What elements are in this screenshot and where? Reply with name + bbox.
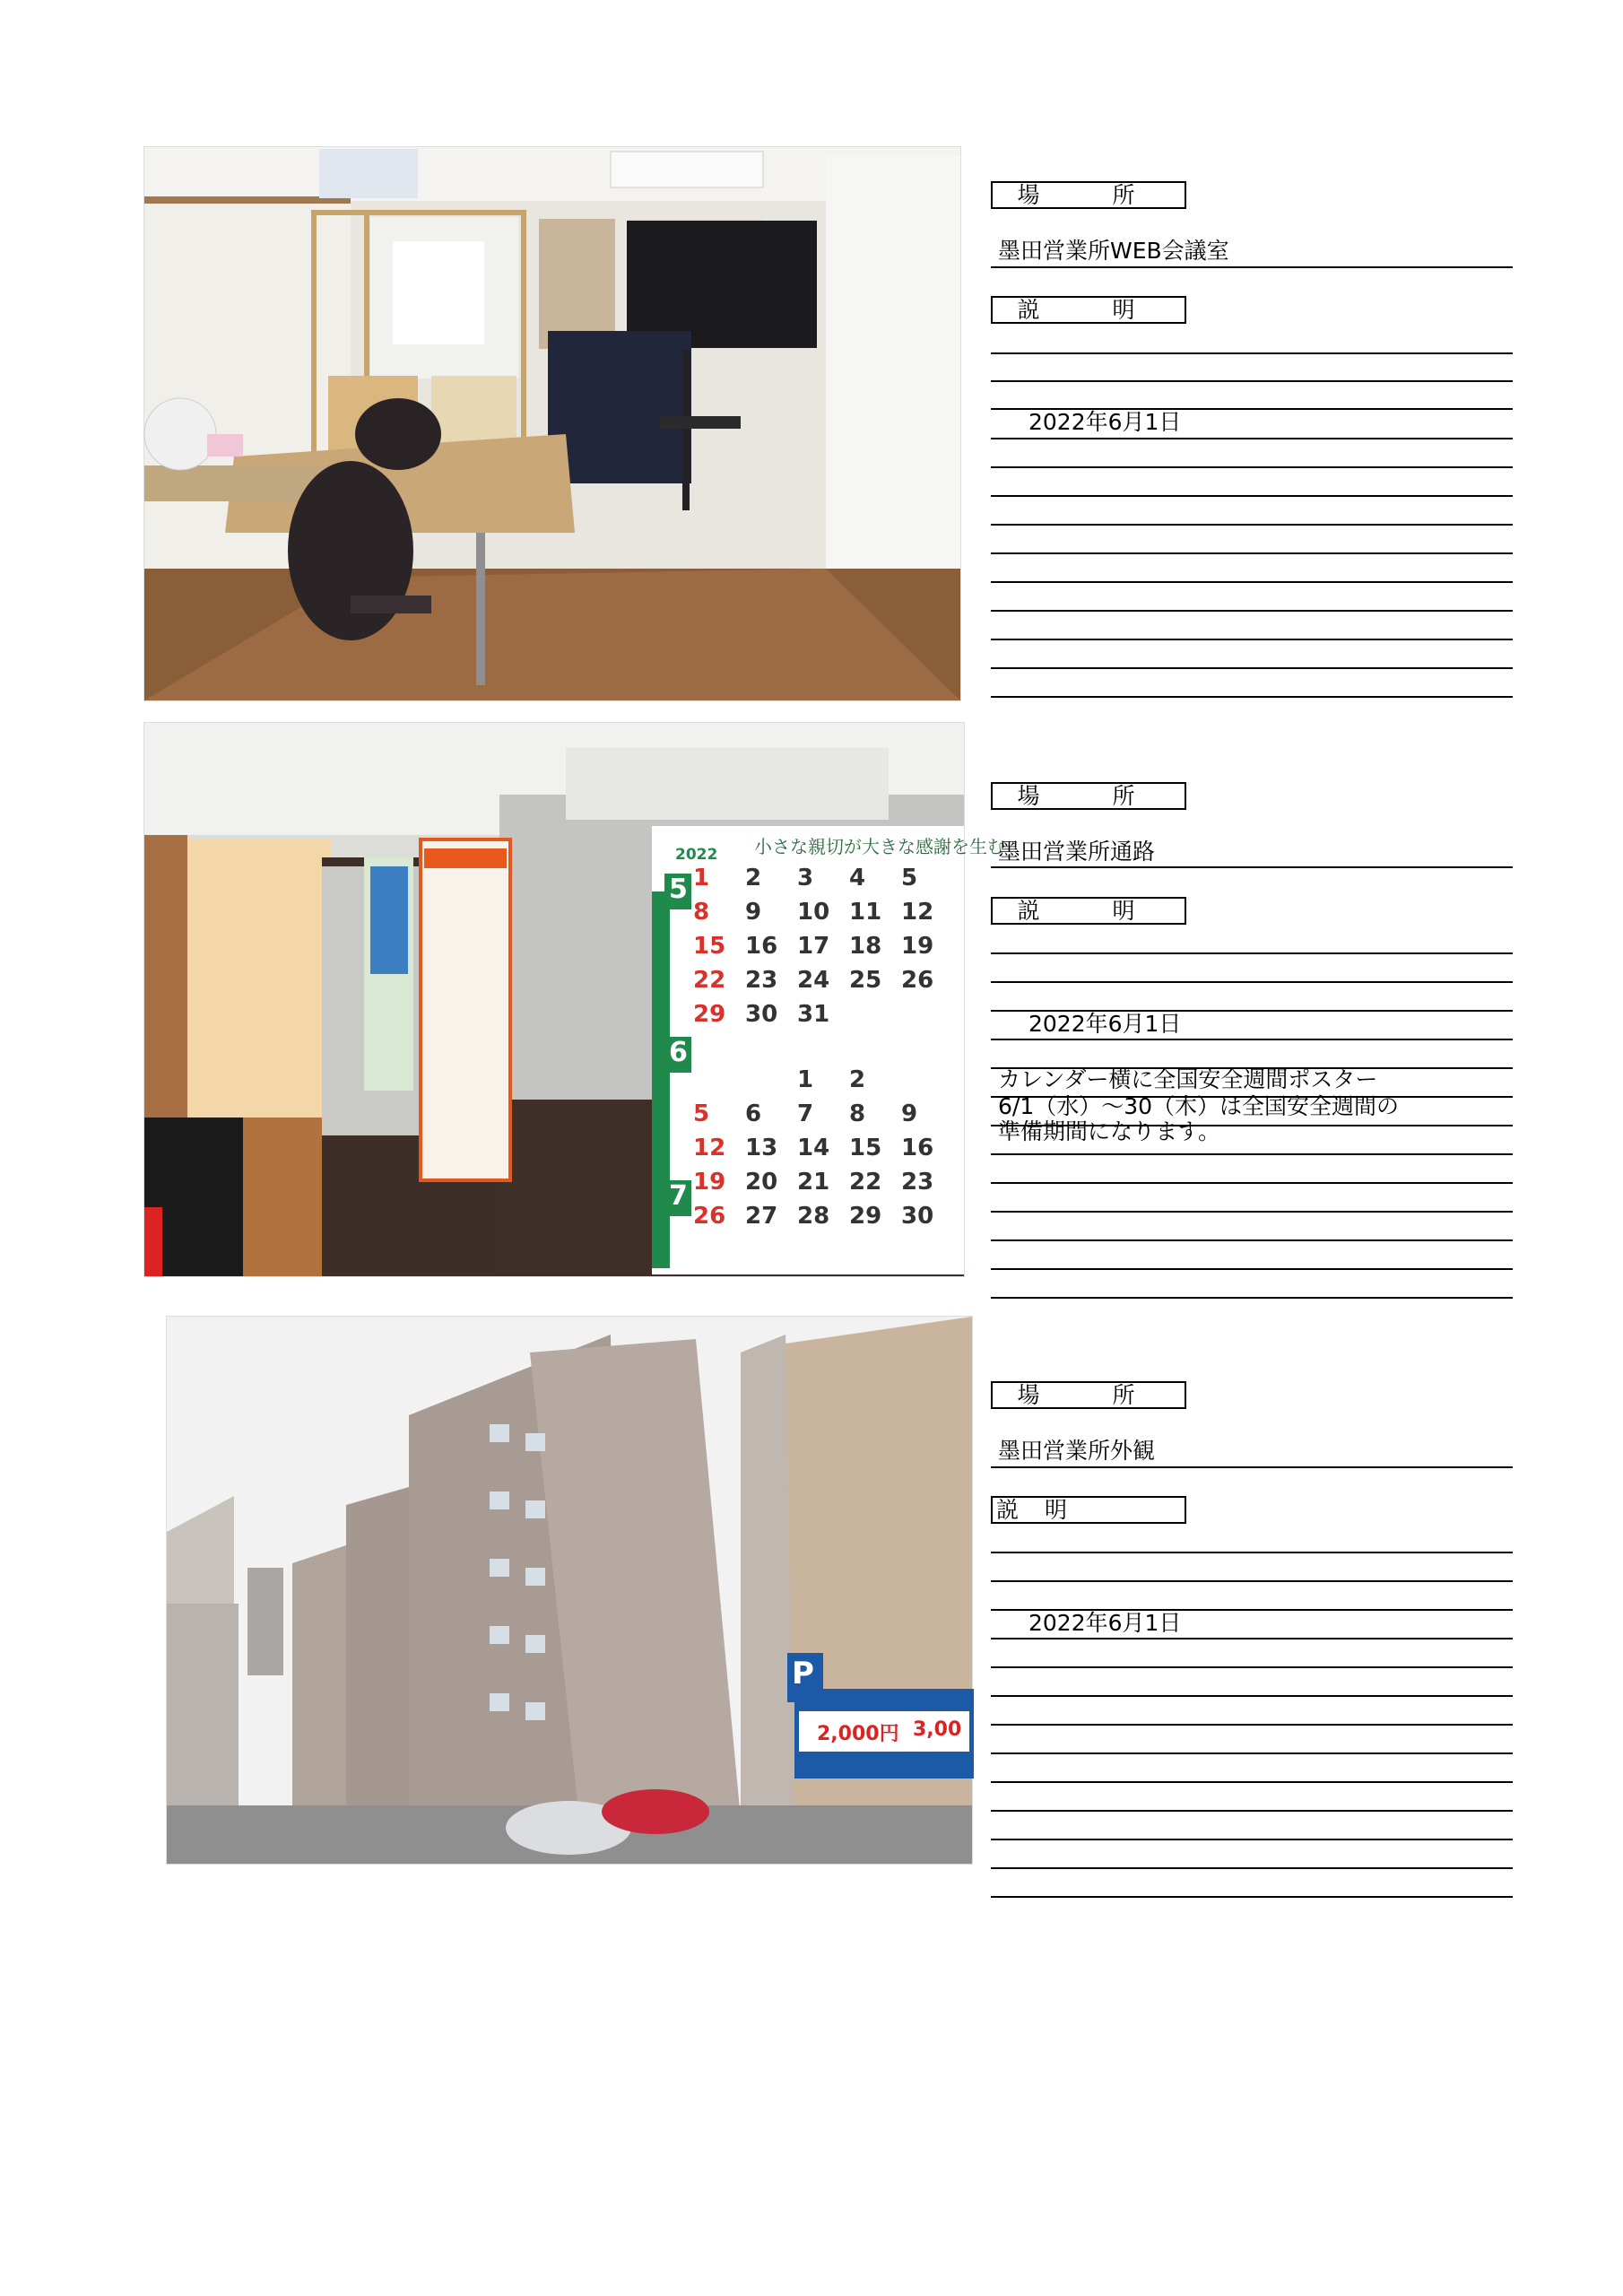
calendar-day: 25 [849,967,882,994]
calendar-day: 1 [693,865,710,891]
calendar-day: 30 [901,1203,934,1230]
calendar-day: 17 [797,933,830,960]
place-name: 墨田営業所WEB会議室 [998,238,1229,264]
calendar-month-may: 5 [669,874,688,905]
date-text: 2022年6月1日 [1028,1610,1182,1636]
calendar-day: 5 [693,1100,710,1127]
calendar-day: 29 [849,1203,882,1230]
description-line-2: 6/1（水）～30（木）は全国安全週間の [998,1093,1400,1119]
calendar-day: 1 [797,1066,814,1093]
place-name: 墨田営業所外観 [998,1438,1156,1464]
place-header: 場 所 [991,181,1186,209]
calendar-day: 12 [693,1135,726,1161]
calendar-day: 19 [693,1169,726,1196]
calendar-day: 13 [745,1135,778,1161]
place-name: 墨田営業所通路 [998,839,1156,865]
calendar-day: 15 [693,933,726,960]
calendar-month-june: 6 [669,1037,688,1068]
parking-p-sign: P [792,1656,814,1692]
description-line-3: 準備期間になります。 [998,1118,1221,1144]
calendar-day: 26 [901,967,934,994]
calendar-day: 8 [693,899,710,926]
calendar-day: 23 [901,1169,934,1196]
calendar-day: 12 [901,899,934,926]
calendar-day: 16 [901,1135,934,1161]
description-header: 説 明 [991,897,1186,925]
parking-price-2: 3,00 [913,1718,962,1741]
calendar-year: 2022 [675,846,718,864]
calendar-day: 23 [745,967,778,994]
calendar-day: 22 [693,967,726,994]
calendar-day: 24 [797,967,830,994]
calendar-day: 30 [745,1001,778,1028]
parking-price-1: 2,000円 [817,1723,899,1745]
calendar-day: 2 [745,865,762,891]
description-header: 説 明 [991,296,1186,324]
calendar-day: 3 [797,865,814,891]
calendar-day: 5 [901,865,918,891]
calendar-day: 6 [745,1100,762,1127]
date-text: 2022年6月1日 [1028,1011,1182,1037]
description-line-1: カレンダー横に全国安全週間ポスター [998,1066,1378,1092]
place-header: 場 所 [991,1381,1186,1409]
calendar-day: 9 [901,1100,918,1127]
photo-corridor-calendar [143,722,1005,1277]
calendar-day: 27 [745,1203,778,1230]
description-header: 説 明 [991,1496,1186,1524]
calendar-month-july: 7 [669,1180,688,1212]
info-panel-3 [991,0,1513,1910]
calendar-day: 16 [745,933,778,960]
calendar-day: 14 [797,1135,830,1161]
calendar-day: 11 [849,899,882,926]
calendar-day: 19 [901,933,934,960]
calendar-day: 29 [693,1001,726,1028]
calendar-day: 10 [797,899,830,926]
calendar-day: 26 [693,1203,726,1230]
calendar-day: 21 [797,1169,830,1196]
calendar-day: 18 [849,933,882,960]
calendar-day: 7 [797,1100,814,1127]
date-text: 2022年6月1日 [1028,409,1182,435]
calendar-day: 28 [797,1203,830,1230]
calendar-day: 15 [849,1135,882,1161]
calendar-day: 9 [745,899,762,926]
calendar-heading: 小さな親切が大きな感謝を生む [754,836,1005,857]
calendar-day: 2 [849,1066,866,1093]
calendar-day: 31 [797,1001,830,1028]
calendar-day: 8 [849,1100,866,1127]
photo-web-meeting-room [143,146,961,701]
place-header: 場 所 [991,782,1186,810]
calendar-day: 20 [745,1169,778,1196]
calendar-day: 4 [849,865,866,891]
calendar-day: 22 [849,1169,882,1196]
photo-building-exterior [166,1316,973,1865]
